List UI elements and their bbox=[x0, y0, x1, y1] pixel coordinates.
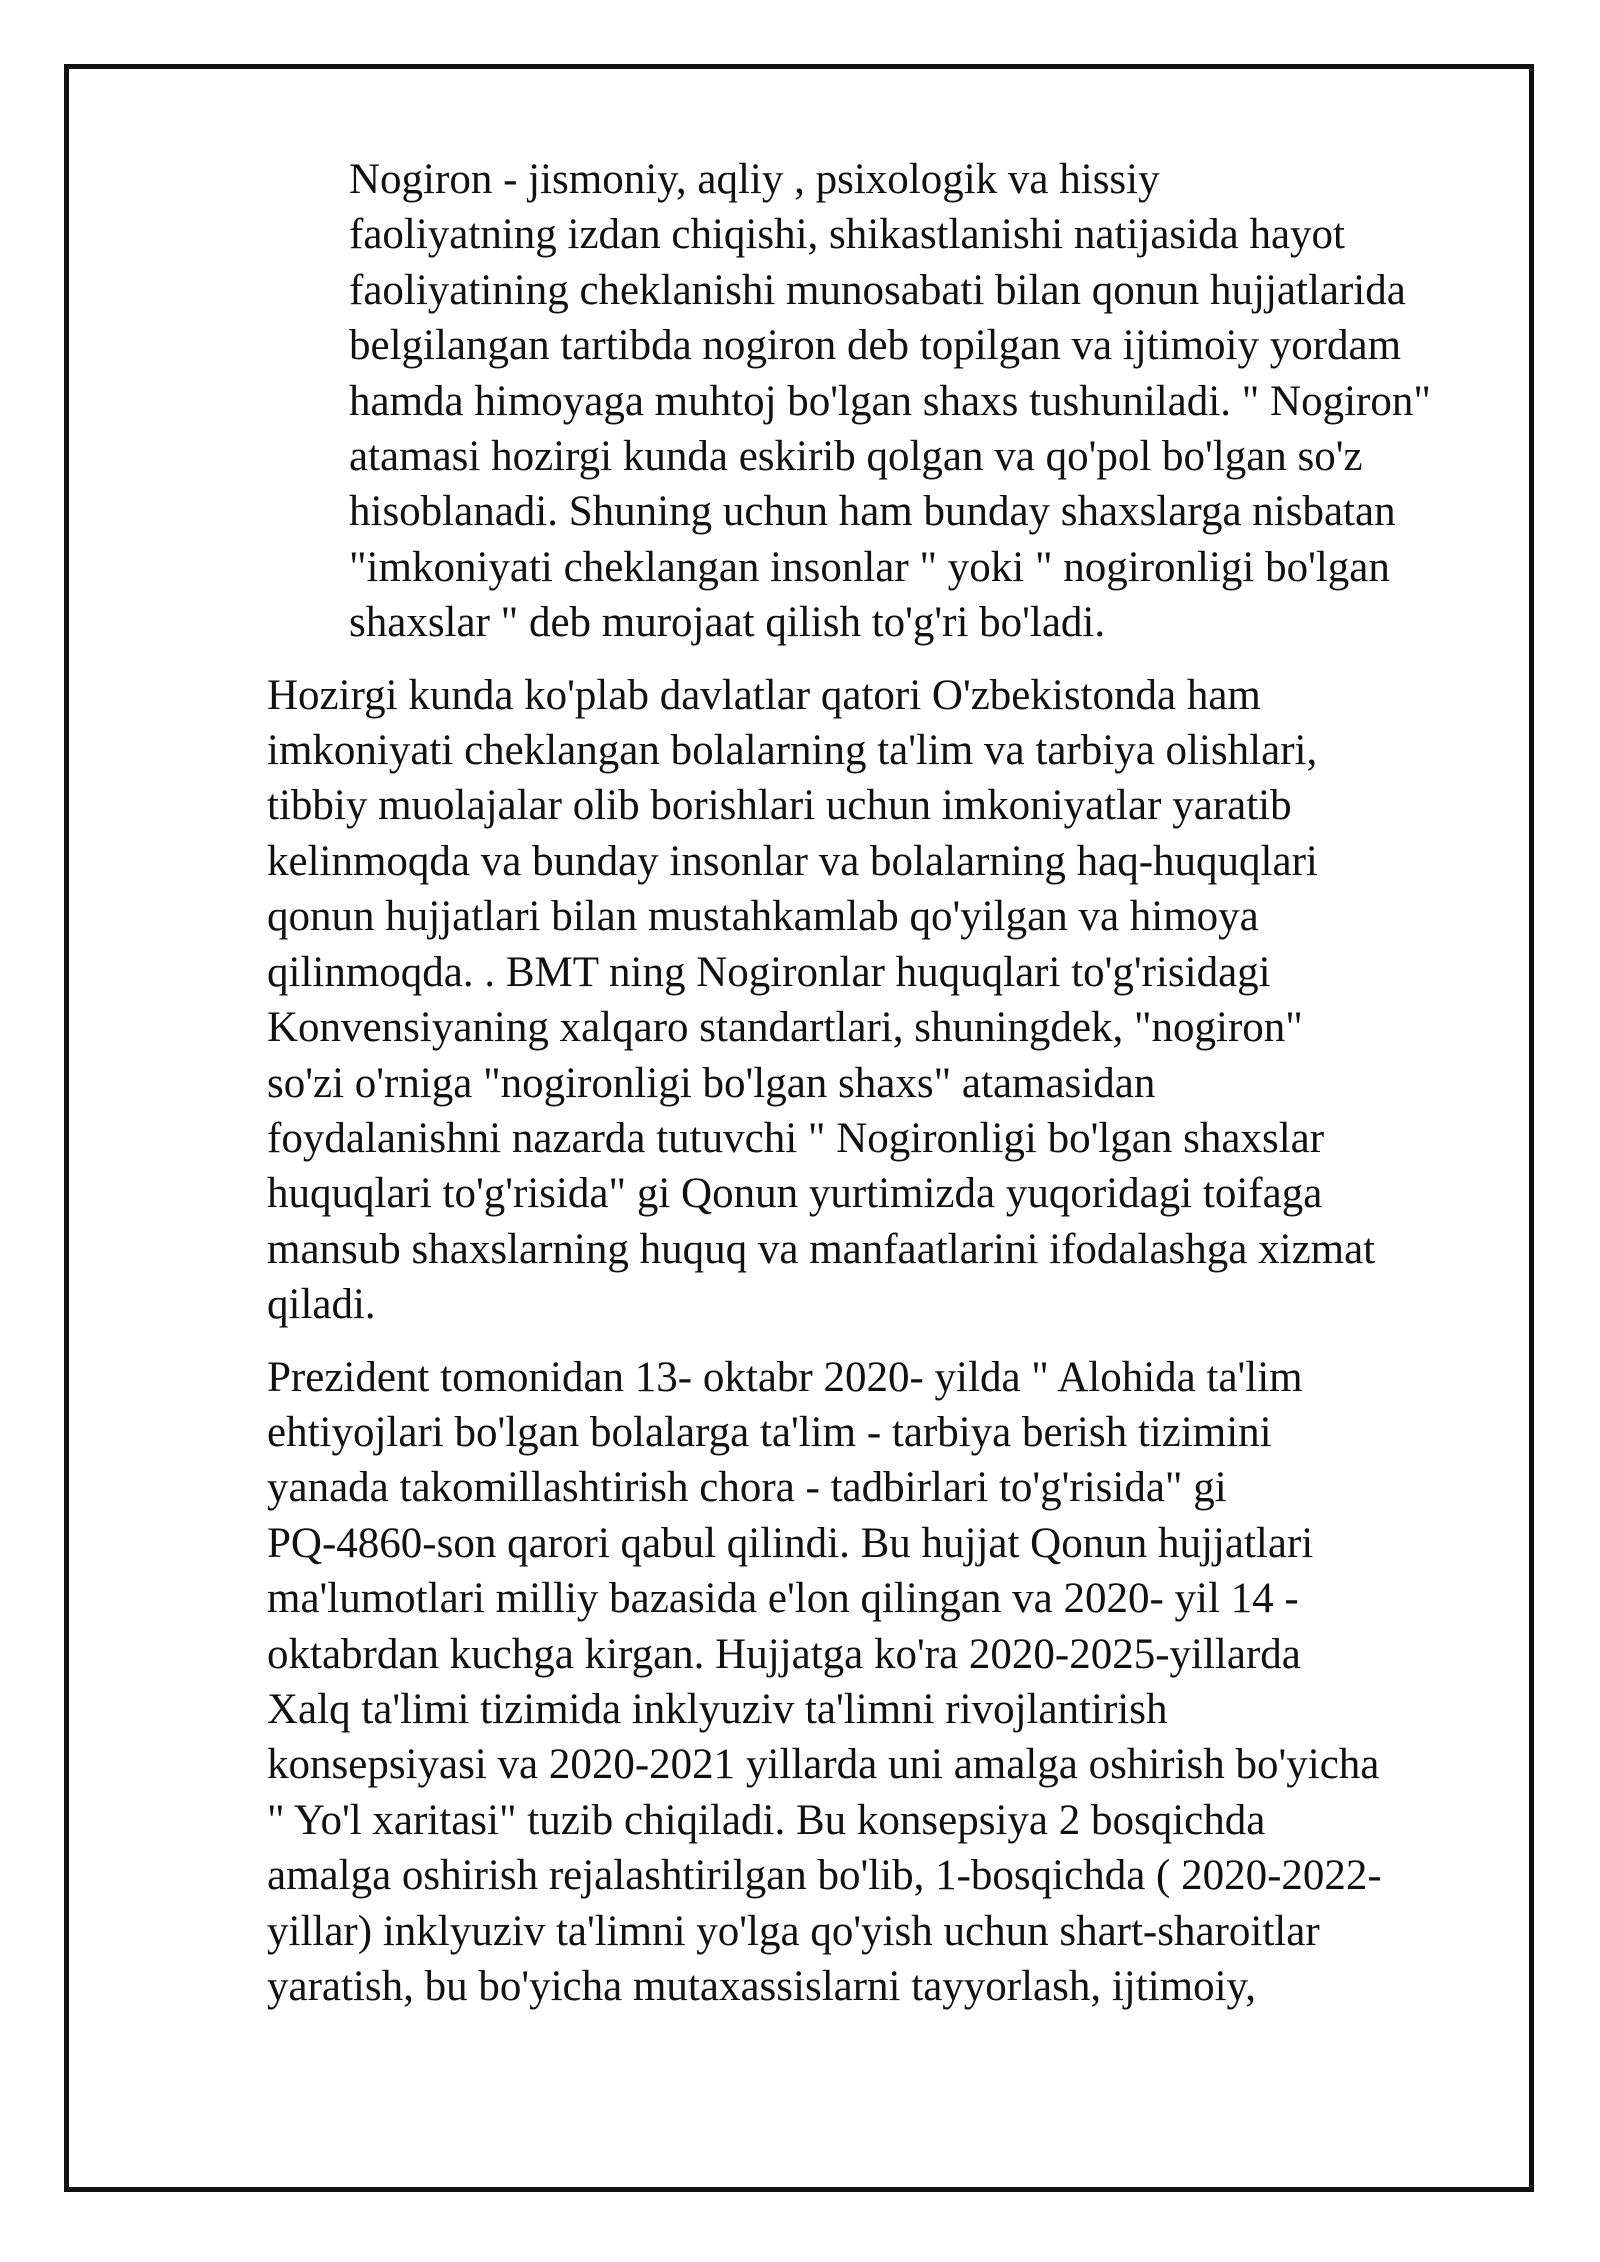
text-line: yanada takomillashtirish chora - tadbirlari to'g'risida" gi bbox=[267, 1464, 1227, 1512]
text-line: yaratish, bu bo'yicha mutaxassislarni tayyorlash, ijtimoiy, bbox=[267, 1963, 1256, 2010]
text-line: amalga oshirish rejalashtirilgan bo'lib, 1-bosqichda ( 2020-2022- bbox=[267, 1852, 1382, 1900]
document-body bbox=[229, 152, 1499, 2031]
text-line: Prezident tomonidan 13- oktabr 2020- yilda " Alohida ta'lim bbox=[267, 1353, 1303, 1401]
text-line: oktabrdan kuchga kirgan. Hujjatga ko'ra 2020-2025-yillarda bbox=[267, 1630, 1301, 1678]
text-line: faoliyatning izdan chiqishi, shikastlanishi natijasida hayot bbox=[349, 211, 1345, 259]
text-line: ma'lumotlari milliy bazasida e'lon qilingan va 2020- yil 14 - bbox=[267, 1575, 1299, 1623]
text-line: belgilangan tartibda nogiron deb topilgan va ijtimoiy yordam bbox=[349, 322, 1402, 370]
text-line: Xalq ta'limi tizimida inklyuziv ta'limni rivojlantirish bbox=[267, 1685, 1168, 1733]
text-line: PQ-4860-son qarori qabul qilindi. Bu hujjat Qonun hujjatlari bbox=[267, 1519, 1314, 1567]
paragraph-3 bbox=[229, 1350, 1499, 2015]
text-line: kelinmoqda va bunday insonlar va bolalarning haq-huquqlari bbox=[267, 837, 1318, 885]
text-line: so'zi o'rniga "nogironligi bo'lgan shaxs" atamasidan bbox=[267, 1059, 1156, 1107]
text-line: konsepsiyasi va 2020-2021 yillarda uni amalga oshirish bo'yicha bbox=[267, 1741, 1380, 1789]
text-line: hisoblanadi. Shuning uchun ham bunday shaxslarga nisbatan bbox=[349, 488, 1396, 536]
paragraph-2 bbox=[229, 668, 1499, 1333]
text-line: qilinmoqda. . BMT ning Nogironlar huquqlari to'g'risidagi bbox=[267, 948, 1271, 996]
text-line: atamasi hozirgi kunda eskirib qolgan va qo'pol bo'lgan so'z bbox=[349, 433, 1363, 481]
text-line: "imkoniyati cheklangan insonlar " yoki " nogironligi bo'lgan bbox=[349, 543, 1390, 591]
text-line: Nogiron - jismoniy, aqliy , psixologik va hissiy bbox=[349, 156, 1160, 203]
text-line: shaxslar " deb murojaat qilish to'g'ri bo'ladi. bbox=[349, 599, 1106, 647]
text-line: qiladi. bbox=[267, 1281, 376, 1329]
text-line: yillar) inklyuziv ta'limni yo'lga qo'yish uchun shart-sharoitlar bbox=[267, 1907, 1320, 1955]
text-line: Hozirgi kunda ko'plab davlatlar qatori O'zbekistonda ham bbox=[267, 671, 1261, 719]
text-line: mansub shaxslarning huquq va manfaatlarini ifodalashga xizmat bbox=[267, 1225, 1376, 1273]
paragraph-1 bbox=[229, 152, 1499, 651]
text-line: qonun hujjatlari bilan mustahkamlab qo'yilgan va himoya bbox=[267, 893, 1259, 941]
text-line: tibbiy muolajalar olib borishlari uchun imkoniyatlar yaratib bbox=[267, 782, 1292, 830]
text-line: faoliyatining cheklanishi munosabati bilan qonun hujjatlarida bbox=[349, 266, 1406, 314]
text-line: " Yo'l xaritasi" tuzib chiqiladi. Bu konsepsiya 2 bosqichda bbox=[267, 1796, 1266, 1844]
text-line: imkoniyati cheklangan bolalarning ta'lim va tarbiya olishlari, bbox=[267, 727, 1318, 775]
text-line: Konvensiyaning xalqaro standartlari, shuningdek, "nogiron" bbox=[267, 1004, 1303, 1052]
text-line: ehtiyojlari bo'lgan bolalarga ta'lim - tarbiya berish tizimini bbox=[267, 1408, 1272, 1456]
text-line: huquqlari to'g'risida" gi Qonun yurtimizda yuqoridagi toifaga bbox=[267, 1170, 1323, 1218]
text-line: foydalanishni nazarda tutuvchi " Nogironligi bo'lgan shaxslar bbox=[267, 1114, 1325, 1162]
text-line: hamda himoyaga muhtoj bo'lgan shaxs tushuniladi. " Nogiron" bbox=[349, 377, 1431, 425]
